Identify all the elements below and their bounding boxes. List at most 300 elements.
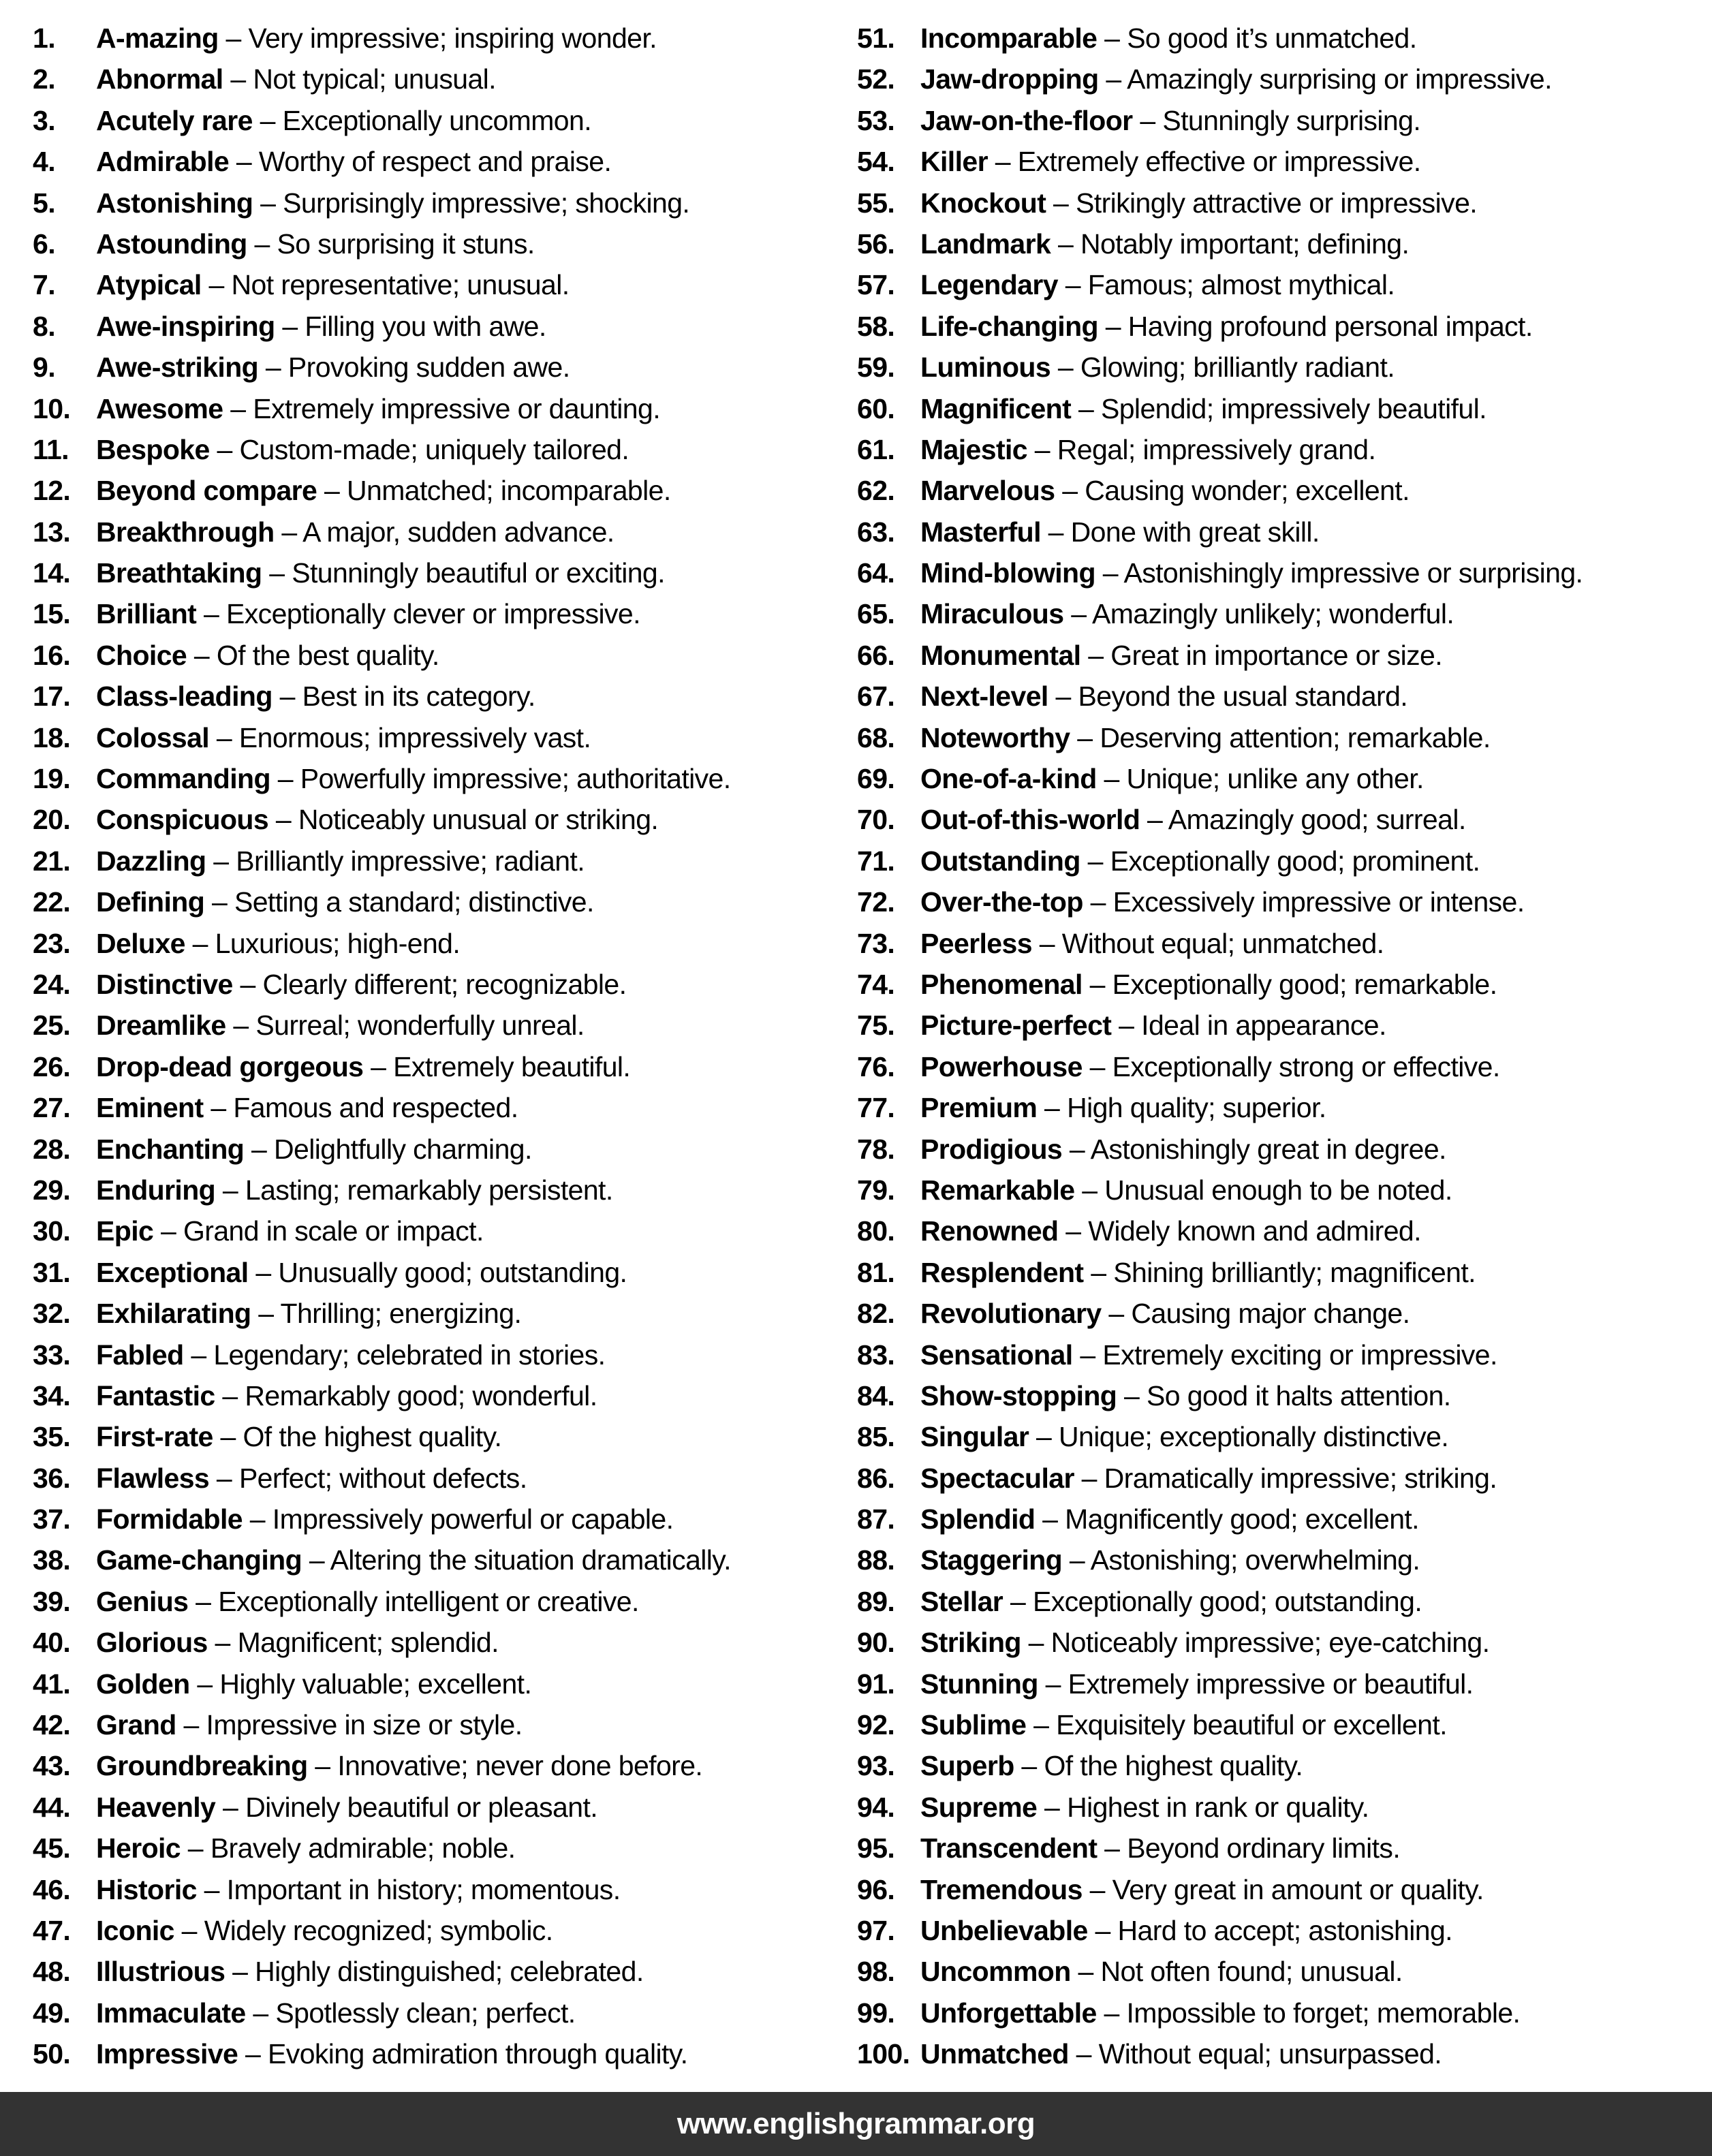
item-number: 13. bbox=[33, 516, 71, 548]
item-text bbox=[920, 183, 1477, 223]
item-text bbox=[920, 18, 1417, 59]
item-number: 5. bbox=[33, 187, 55, 219]
item-number: 90. bbox=[857, 1627, 895, 1659]
item-text bbox=[920, 1869, 1484, 1910]
list-item bbox=[857, 1622, 1712, 1663]
item-word: Dazzling bbox=[96, 845, 206, 877]
item-definition: Altering the situation dramatically. bbox=[330, 1544, 731, 1576]
item-text bbox=[920, 676, 1407, 717]
dash-separator: – bbox=[206, 845, 236, 877]
item-word: Resplendent bbox=[920, 1256, 1084, 1288]
list-item bbox=[857, 841, 1712, 881]
list-item bbox=[857, 552, 1712, 593]
dash-separator: – bbox=[1035, 1503, 1065, 1535]
item-definition: Exceptionally uncommon. bbox=[282, 104, 591, 136]
item-definition: Of the highest quality. bbox=[243, 1421, 502, 1453]
list-item bbox=[33, 264, 857, 305]
list-item bbox=[33, 2033, 857, 2074]
list-item bbox=[857, 717, 1712, 758]
item-word: Eminent bbox=[96, 1092, 204, 1124]
item-text bbox=[920, 1540, 1420, 1580]
dash-separator: – bbox=[181, 1832, 211, 1864]
dash-separator: – bbox=[244, 1133, 275, 1165]
dash-separator: – bbox=[185, 927, 215, 959]
item-word: Defining bbox=[96, 886, 205, 918]
dash-separator: – bbox=[248, 1256, 279, 1288]
item-definition: Amazingly surprising or impressive. bbox=[1127, 63, 1552, 95]
item-definition: Innovative; never done before. bbox=[337, 1750, 703, 1782]
list-item bbox=[33, 429, 857, 470]
item-definition: Widely known and admired. bbox=[1088, 1215, 1421, 1247]
item-number: 11. bbox=[33, 433, 69, 465]
dash-separator: – bbox=[209, 1462, 239, 1494]
item-definition: Very impressive; inspiring wonder. bbox=[248, 22, 657, 54]
item-text bbox=[920, 429, 1375, 470]
item-word: Phenomenal bbox=[920, 968, 1083, 1000]
list-item bbox=[33, 758, 857, 799]
item-text bbox=[920, 1704, 1447, 1745]
dash-separator: – bbox=[270, 763, 300, 795]
item-number: 49. bbox=[33, 1997, 71, 2029]
item-number: 87. bbox=[857, 1503, 895, 1535]
list-item bbox=[857, 59, 1712, 99]
item-word: Acutely rare bbox=[96, 104, 253, 136]
item-definition: Highly distinguished; celebrated. bbox=[255, 1956, 644, 1988]
item-word: Genius bbox=[96, 1585, 189, 1617]
list-item bbox=[857, 264, 1712, 305]
item-definition: Impressively powerful or capable. bbox=[272, 1503, 674, 1535]
dash-separator: – bbox=[232, 968, 263, 1000]
item-number: 3. bbox=[33, 104, 55, 136]
item-definition: Great in importance or size. bbox=[1110, 639, 1443, 671]
item-word: Outstanding bbox=[920, 845, 1080, 877]
item-number: 60. bbox=[857, 392, 895, 424]
item-text bbox=[920, 306, 1533, 347]
item-number: 97. bbox=[857, 1914, 895, 1946]
dash-separator: – bbox=[302, 1544, 330, 1576]
item-text bbox=[920, 1375, 1451, 1416]
item-definition: Amazingly good; surreal. bbox=[1168, 804, 1466, 836]
item-text bbox=[920, 717, 1491, 758]
list-item bbox=[857, 1951, 1712, 1992]
item-number: 45. bbox=[33, 1832, 71, 1864]
item-number: 14. bbox=[33, 557, 71, 589]
list-item bbox=[857, 964, 1712, 1005]
item-definition: Astonishing; overwhelming. bbox=[1090, 1544, 1420, 1576]
item-number: 29. bbox=[33, 1174, 71, 1206]
item-number: 15. bbox=[33, 598, 71, 630]
item-definition: Divinely beautiful or pleasant. bbox=[245, 1791, 598, 1823]
item-word: Atypical bbox=[96, 269, 202, 301]
item-word: Awe-striking bbox=[96, 351, 259, 384]
item-text bbox=[96, 841, 585, 881]
item-word: Majestic bbox=[920, 433, 1027, 465]
item-text bbox=[96, 2033, 687, 2074]
dash-separator: – bbox=[242, 1503, 273, 1535]
dash-separator: – bbox=[218, 22, 249, 54]
list-item bbox=[33, 717, 857, 758]
list-item bbox=[857, 470, 1712, 511]
list-item bbox=[857, 1499, 1712, 1540]
dash-separator: – bbox=[258, 351, 288, 384]
dash-separator: – bbox=[363, 1050, 394, 1082]
item-text bbox=[96, 470, 671, 511]
item-number: 10. bbox=[33, 392, 71, 424]
list-item bbox=[33, 59, 857, 99]
item-definition: Unique; unlike any other. bbox=[1126, 763, 1424, 795]
item-word: Unmatched bbox=[920, 2038, 1069, 2070]
dash-separator: – bbox=[1029, 1421, 1059, 1453]
item-text bbox=[96, 306, 546, 347]
item-text bbox=[96, 1910, 553, 1951]
item-definition: Stunningly surprising. bbox=[1162, 104, 1421, 136]
item-text bbox=[96, 1416, 501, 1457]
item-number: 61. bbox=[857, 433, 895, 465]
dash-separator: – bbox=[223, 63, 253, 95]
item-word: Commanding bbox=[96, 763, 270, 795]
item-text bbox=[96, 59, 496, 99]
item-number: 83. bbox=[857, 1339, 895, 1371]
item-text bbox=[96, 799, 658, 840]
list-item bbox=[857, 799, 1712, 840]
item-word: Masterful bbox=[920, 516, 1041, 548]
list-item bbox=[33, 881, 857, 922]
dash-separator: – bbox=[272, 681, 302, 713]
item-number: 38. bbox=[33, 1544, 71, 1576]
item-number: 51. bbox=[857, 22, 895, 54]
list-item bbox=[33, 1087, 857, 1128]
list-item bbox=[33, 1499, 857, 1540]
list-item bbox=[33, 964, 857, 1005]
list-item bbox=[33, 1663, 857, 1704]
item-word: Over-the-top bbox=[920, 886, 1083, 918]
dash-separator: – bbox=[1098, 310, 1128, 342]
item-text bbox=[96, 1787, 597, 1828]
item-text bbox=[920, 100, 1420, 141]
item-word: Abnormal bbox=[96, 63, 223, 95]
item-definition: Unique; exceptionally distinctive. bbox=[1059, 1421, 1449, 1453]
item-text bbox=[920, 1170, 1452, 1210]
item-text bbox=[96, 1170, 613, 1210]
list-item bbox=[33, 512, 857, 552]
item-definition: Highest in rank or quality. bbox=[1067, 1791, 1369, 1823]
list-item bbox=[857, 223, 1712, 264]
item-number: 79. bbox=[857, 1174, 895, 1206]
item-word: Luminous bbox=[920, 351, 1051, 384]
dash-separator: – bbox=[1097, 1832, 1127, 1864]
item-number: 58. bbox=[857, 310, 895, 342]
dash-separator: – bbox=[1074, 1174, 1105, 1206]
item-text bbox=[920, 1622, 1489, 1663]
item-number: 71. bbox=[857, 845, 895, 877]
item-definition: Filling you with awe. bbox=[305, 310, 546, 342]
list-item bbox=[33, 593, 857, 634]
dash-separator: – bbox=[275, 310, 305, 342]
dash-separator: – bbox=[207, 1627, 238, 1659]
list-item bbox=[857, 100, 1712, 141]
item-definition: Surreal; wonderfully unreal. bbox=[255, 1010, 585, 1042]
item-word: Fabled bbox=[96, 1339, 184, 1371]
item-word: Tremendous bbox=[920, 1873, 1083, 1905]
item-definition: Powerfully impressive; authoritative. bbox=[300, 763, 731, 795]
dash-separator: – bbox=[253, 187, 283, 219]
item-definition: Exquisitely beautiful or excellent. bbox=[1056, 1709, 1447, 1741]
item-definition: Lasting; remarkably persistent. bbox=[245, 1174, 613, 1206]
list-item bbox=[33, 1005, 857, 1046]
item-number: 33. bbox=[33, 1339, 71, 1371]
dash-separator: – bbox=[1096, 1997, 1127, 2029]
item-text bbox=[920, 1581, 1422, 1622]
item-text bbox=[920, 512, 1320, 552]
item-number: 89. bbox=[857, 1585, 895, 1617]
dash-separator: – bbox=[1014, 1750, 1044, 1782]
list-item bbox=[857, 1910, 1712, 1951]
list-item bbox=[33, 1046, 857, 1087]
list-item bbox=[857, 306, 1712, 347]
item-definition: Exceptionally good; prominent. bbox=[1110, 845, 1480, 877]
dash-separator: – bbox=[274, 516, 303, 548]
dash-separator: – bbox=[1003, 1585, 1033, 1617]
item-definition: Noticeably impressive; eye-catching. bbox=[1050, 1627, 1490, 1659]
dash-separator: – bbox=[229, 146, 259, 178]
item-definition: Without equal; unmatched. bbox=[1061, 927, 1384, 959]
dash-separator: – bbox=[252, 104, 283, 136]
item-number: 65. bbox=[857, 598, 895, 630]
item-number: 27. bbox=[33, 1092, 71, 1124]
item-definition: Extremely effective or impressive. bbox=[1017, 146, 1421, 178]
dash-separator: – bbox=[245, 1997, 276, 2029]
item-text bbox=[920, 1005, 1386, 1046]
item-word: Choice bbox=[96, 639, 187, 671]
dash-separator: – bbox=[215, 1791, 246, 1823]
item-number: 98. bbox=[857, 1956, 895, 1988]
item-definition: Regal; impressively grand. bbox=[1057, 433, 1376, 465]
item-word: Out-of-this-world bbox=[920, 804, 1140, 836]
item-text bbox=[96, 758, 731, 799]
item-definition: Extremely impressive or daunting. bbox=[253, 392, 660, 424]
item-number: 91. bbox=[857, 1668, 895, 1700]
item-number: 62. bbox=[857, 475, 895, 507]
dash-separator: – bbox=[1037, 1791, 1068, 1823]
item-text bbox=[96, 1087, 518, 1128]
list-item bbox=[857, 758, 1712, 799]
list-item bbox=[857, 1540, 1712, 1580]
item-text bbox=[96, 1210, 484, 1251]
item-word: Incomparable bbox=[920, 22, 1098, 54]
dash-separator: – bbox=[1050, 351, 1080, 384]
list-item bbox=[857, 1087, 1712, 1128]
list-item bbox=[33, 1375, 857, 1416]
item-word: Fantastic bbox=[96, 1379, 215, 1411]
item-definition: Having profound personal impact. bbox=[1127, 310, 1533, 342]
dash-separator: – bbox=[1026, 1709, 1057, 1741]
list-item bbox=[857, 1046, 1712, 1087]
item-word: Astonishing bbox=[96, 187, 253, 219]
dash-separator: – bbox=[1070, 721, 1100, 753]
list-item bbox=[33, 388, 857, 429]
list-item bbox=[857, 635, 1712, 676]
item-text bbox=[920, 1252, 1476, 1293]
item-word: Grand bbox=[96, 1709, 176, 1741]
item-number: 77. bbox=[857, 1092, 895, 1124]
item-text bbox=[920, 1993, 1520, 2033]
item-text bbox=[920, 141, 1421, 182]
item-definition: So good it halts attention. bbox=[1147, 1379, 1451, 1411]
dash-separator: – bbox=[1111, 1010, 1142, 1042]
item-number: 64. bbox=[857, 557, 895, 589]
list-item bbox=[33, 1704, 857, 1745]
item-text bbox=[96, 512, 614, 552]
item-definition: Grand in scale or impact. bbox=[183, 1215, 484, 1247]
dash-separator: – bbox=[317, 475, 347, 507]
item-number: 85. bbox=[857, 1421, 895, 1453]
dash-separator: – bbox=[1062, 1133, 1091, 1165]
item-word: Supreme bbox=[920, 1791, 1038, 1823]
list-item bbox=[33, 841, 857, 881]
list-item bbox=[33, 1170, 857, 1210]
item-word: Miraculous bbox=[920, 598, 1064, 630]
item-definition: Exceptionally good; outstanding. bbox=[1032, 1585, 1422, 1617]
item-number: 30. bbox=[33, 1215, 71, 1247]
item-word: Enduring bbox=[96, 1174, 216, 1206]
list-item bbox=[33, 347, 857, 388]
item-number: 76. bbox=[857, 1050, 895, 1082]
dash-separator: – bbox=[1082, 1873, 1112, 1905]
item-definition: Bravely admirable; noble. bbox=[210, 1832, 516, 1864]
list-item bbox=[33, 635, 857, 676]
dash-separator: – bbox=[213, 1421, 243, 1453]
dash-separator: – bbox=[187, 639, 217, 671]
list-item bbox=[33, 223, 857, 264]
item-word: Formidable bbox=[96, 1503, 243, 1535]
item-text bbox=[920, 1087, 1326, 1128]
dash-separator: – bbox=[1097, 22, 1127, 54]
dash-separator: – bbox=[1070, 1956, 1101, 1988]
item-definition: Beyond ordinary limits. bbox=[1127, 1832, 1401, 1864]
item-word: Legendary bbox=[920, 269, 1058, 301]
item-definition: Famous and respected. bbox=[233, 1092, 518, 1124]
item-definition: Thrilling; energizing. bbox=[280, 1298, 522, 1330]
item-number: 12. bbox=[33, 475, 71, 507]
item-word: Transcendent bbox=[920, 1832, 1098, 1864]
item-text bbox=[96, 429, 629, 470]
list-item bbox=[857, 1210, 1712, 1251]
dash-separator: – bbox=[1062, 1544, 1091, 1576]
item-definition: Legendary; celebrated in stories. bbox=[213, 1339, 606, 1371]
item-word: Magnificent bbox=[920, 392, 1072, 424]
item-word: Admirable bbox=[96, 146, 230, 178]
item-number: 48. bbox=[33, 1956, 71, 1988]
item-text bbox=[920, 1046, 1500, 1087]
item-definition: Enormous; impressively vast. bbox=[238, 721, 591, 753]
item-word: Uncommon bbox=[920, 1956, 1071, 1988]
item-text bbox=[96, 1828, 515, 1869]
item-number: 47. bbox=[33, 1914, 71, 1946]
list-item bbox=[857, 1129, 1712, 1170]
item-word: Awe-inspiring bbox=[96, 310, 275, 342]
list-item bbox=[33, 18, 857, 59]
item-definition: Highly valuable; excellent. bbox=[219, 1668, 532, 1700]
item-text bbox=[96, 388, 660, 429]
item-definition: Important in history; momentous. bbox=[226, 1873, 621, 1905]
item-text bbox=[96, 593, 640, 634]
item-word: Killer bbox=[920, 146, 988, 178]
item-text bbox=[920, 923, 1384, 964]
item-definition: Strikingly attractive or impressive. bbox=[1076, 187, 1478, 219]
dash-separator: – bbox=[203, 1092, 234, 1124]
item-definition: Perfect; without defects. bbox=[238, 1462, 527, 1494]
item-text bbox=[920, 1910, 1452, 1951]
list-item bbox=[33, 1540, 857, 1580]
dash-separator: – bbox=[176, 1709, 206, 1741]
item-word: Illustrious bbox=[96, 1956, 225, 1988]
list-item bbox=[33, 923, 857, 964]
item-text bbox=[96, 347, 570, 388]
item-word: First-rate bbox=[96, 1421, 213, 1453]
dash-separator: – bbox=[1083, 1256, 1114, 1288]
dash-separator: – bbox=[1048, 681, 1078, 713]
item-word: Revolutionary bbox=[920, 1298, 1102, 1330]
dash-separator: – bbox=[1087, 1914, 1118, 1946]
dash-separator: – bbox=[1055, 475, 1085, 507]
item-number: 84. bbox=[857, 1379, 895, 1411]
left-column bbox=[33, 18, 857, 2075]
item-text bbox=[920, 388, 1487, 429]
item-definition: So surprising it stuns. bbox=[277, 228, 535, 260]
list-item bbox=[857, 1416, 1712, 1457]
dash-separator: – bbox=[1027, 433, 1057, 465]
item-definition: Impressive in size or style. bbox=[206, 1709, 523, 1741]
item-number: 20. bbox=[33, 804, 71, 836]
list-item bbox=[857, 388, 1712, 429]
item-number: 28. bbox=[33, 1133, 71, 1165]
item-definition: Not often found; unusual. bbox=[1100, 1956, 1403, 1988]
item-definition: Setting a standard; distinctive. bbox=[234, 886, 594, 918]
item-number: 96. bbox=[857, 1873, 895, 1905]
item-text bbox=[96, 1663, 531, 1704]
item-text bbox=[96, 1252, 627, 1293]
dash-separator: – bbox=[215, 1379, 245, 1411]
item-word: Enchanting bbox=[96, 1133, 245, 1165]
item-text bbox=[96, 1458, 527, 1499]
item-definition: Luxurious; high-end. bbox=[215, 927, 461, 959]
item-text bbox=[96, 183, 689, 223]
item-text bbox=[96, 881, 594, 922]
item-word: Premium bbox=[920, 1092, 1038, 1124]
dash-separator: – bbox=[1072, 1339, 1103, 1371]
dash-separator: – bbox=[174, 1914, 204, 1946]
item-text bbox=[920, 964, 1497, 1005]
item-definition: Glowing; brilliantly radiant. bbox=[1080, 351, 1395, 384]
dash-separator: – bbox=[201, 269, 232, 301]
item-word: One-of-a-kind bbox=[920, 763, 1097, 795]
item-number: 78. bbox=[857, 1133, 895, 1165]
item-definition: Beyond the usual standard. bbox=[1078, 681, 1408, 713]
dash-separator: – bbox=[153, 1215, 183, 1247]
item-number: 39. bbox=[33, 1585, 71, 1617]
list-item bbox=[33, 1828, 857, 1869]
dash-separator: – bbox=[188, 1585, 219, 1617]
item-definition: Without equal; unsurpassed. bbox=[1098, 2038, 1442, 2070]
dash-separator: – bbox=[1021, 1627, 1051, 1659]
item-number: 8. bbox=[33, 310, 55, 342]
item-word: Heroic bbox=[96, 1832, 181, 1864]
list-item bbox=[857, 2033, 1712, 2074]
dash-separator: – bbox=[225, 1956, 255, 1988]
item-word: Splendid bbox=[920, 1503, 1036, 1535]
list-item bbox=[857, 1252, 1712, 1293]
item-definition: Extremely beautiful. bbox=[393, 1050, 631, 1082]
